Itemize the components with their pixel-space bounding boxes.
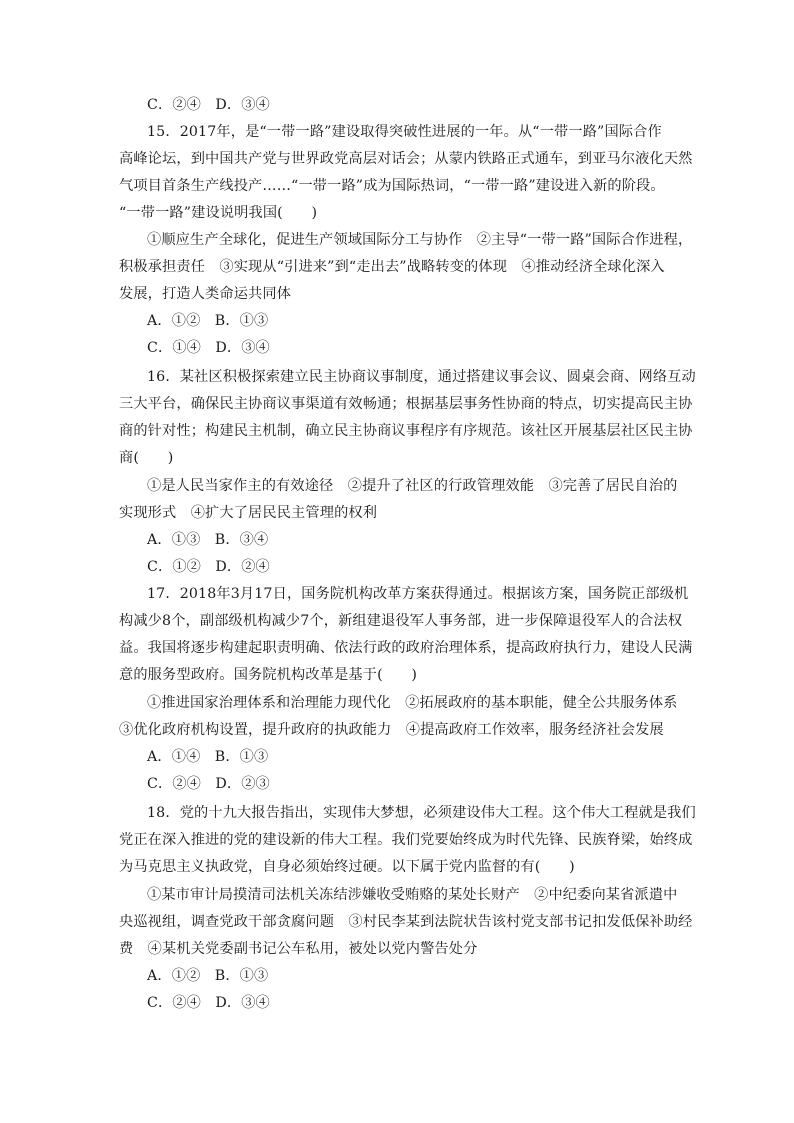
q15-stem-line-2: 高峰论坛，到中国共产党与世界政党高层对话会；从蒙内铁路正式通车，到亚马尔液化天然 xyxy=(119,151,693,167)
q17-stem-line-2: 构减少8个，副部级机构减少7个，新组建退役军人事务部，进一步保障退役军人的合法权 xyxy=(119,613,683,629)
q18-statements-line-3: 费 ④某机关党委副书记公车私用，被处以党内警告处分 xyxy=(119,941,478,957)
q15-statements-line-2: 积极承担责任 ③实现从“引进来”到“走出去”战略转变的体现 ④推动经济全球化深入 xyxy=(119,259,665,275)
q18-statements-line-2: 央巡视组，调查党政干部贪腐问题 ③村民李某到法院状告该村党支部书记扣发低保补助经 xyxy=(119,914,693,930)
q15-stem-line-4: “一带一路”建设说明我国( ) xyxy=(119,205,318,221)
q15-option-cd: C．①④ D．③④ xyxy=(147,340,270,356)
q18-option-cd: C．②④ D．③④ xyxy=(147,995,270,1011)
q16-stem-line-1: 16．某社区积极探索建立民主协商议事制度，通过搭建议事会议、圆桌会商、网络互动 xyxy=(147,369,696,385)
q15-stem-line-3: 气项目首条生产线投产……“一带一路”成为国际热词，“一带一路”建设进入新的阶段。 xyxy=(119,178,665,194)
q17-option-ab: A．①④ B．①③ xyxy=(147,749,269,765)
q15-statements-line-3: 发展，打造人类命运共同体 xyxy=(119,286,292,302)
q18-stem-line-1: 18．党的十九大报告指出，实现伟大梦想，必须建设伟大工程。这个伟大工程就是我们 xyxy=(147,805,696,821)
q15-option-ab: A．①② B．①③ xyxy=(147,313,269,329)
q18-stem-line-3: 为马克思主义执政党，自身必须始终过硬。以下属于党内监督的有( ) xyxy=(119,859,575,875)
q18-stem-line-2: 党正在深入推进的党的建设新的伟大工程。我们党要始终成为时代先锋、民族脊梁，始终成 xyxy=(119,832,693,848)
q15-statements-line-1: ①顺应生产全球化，促进生产领域国际分工与协作 ②主导“一带一路”国际合作进程， xyxy=(147,232,693,248)
q16-statements-line-1: ①是人民当家作主的有效途径 ②提升了社区的行政管理效能 ③完善了居民自治的 xyxy=(147,478,678,494)
q14-option-cd: C．②④ D．③④ xyxy=(147,97,270,113)
q16-stem-line-2: 三大平台，确保民主协商议事渠道有效畅通；根据基层事务性协商的特点，切实提高民主协 xyxy=(119,396,693,412)
q17-statements-line-1: ①推进国家治理体系和治理能力现代化 ②拓展政府的基本职能，健全公共服务体系 xyxy=(147,695,678,711)
q17-stem-line-3: 益。我国将逐步构建起职责明确、依法行政的政府治理体系，提高政府执行力，建设人民满 xyxy=(119,640,693,656)
q18-option-ab: A．①② B．①③ xyxy=(147,968,269,984)
q16-statements-line-2: 实现形式 ④扩大了居民民主管理的权利 xyxy=(119,505,378,521)
q17-option-cd: C．②④ D．②③ xyxy=(147,776,270,792)
q15-stem-line-1: 15．2017年，是“一带一路”建设取得突破性进展的一年。从“一带一路”国际合作 xyxy=(147,124,662,140)
q17-statements-line-2: ③优化政府机构设置，提升政府的执政能力 ④提高政府工作效率，服务经济社会发展 xyxy=(119,722,664,738)
q17-stem-line-4: 意的服务型政府。国务院机构改革是基于( ) xyxy=(119,667,418,683)
q17-stem-line-1: 17．2018年3月17日，国务院机构改革方案获得通过。根据该方案，国务院正部级机 xyxy=(147,586,689,602)
q16-option-ab: A．①③ B．③④ xyxy=(147,532,269,548)
q16-stem-line-4: 商( ) xyxy=(119,450,174,466)
q16-stem-line-3: 商的针对性；构建民主机制，确立民主协商议事程序有序规范。该社区开展基层社区民主协 xyxy=(119,423,693,439)
q16-option-cd: C．①② D．②④ xyxy=(147,559,270,575)
q18-statements-line-1: ①某市审计局摸清司法机关冻结涉嫌收受贿赂的某处长财产 ②中纪委向某省派遣中 xyxy=(147,887,678,903)
